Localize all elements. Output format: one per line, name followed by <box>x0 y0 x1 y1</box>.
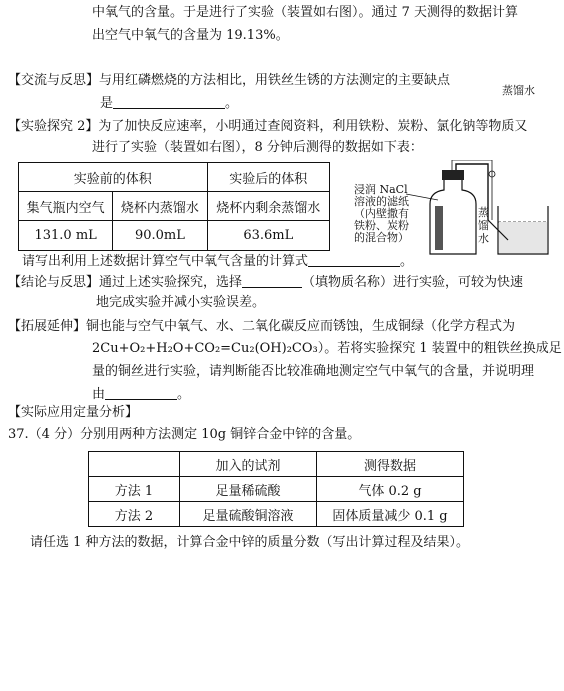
text-line-13-start: 由 <box>92 387 106 402</box>
figure-label-line: 浸润 NaCl <box>354 183 408 196</box>
table1-group-after: 实验后的体积 <box>207 163 329 192</box>
figure-label-line: 溶液的滤纸 <box>354 195 409 208</box>
table2-header <box>89 452 180 477</box>
text-line-3: 【交流与反思】与用红磷燃烧的方法相比，用铁丝生锈的方法测定的主要缺点 <box>8 73 451 88</box>
table2-cell: 足量硫酸铜溶液 <box>180 502 317 527</box>
table2-cell: 足量稀硫酸 <box>180 477 317 502</box>
text-line-4 <box>100 94 238 113</box>
table1-cell: 90.0mL <box>113 221 207 251</box>
text-line-2: 出空气中氧气的含量为 19.13%。 <box>92 28 289 43</box>
apparatus-figure <box>352 160 552 260</box>
text-line-7 <box>22 252 413 271</box>
figure-label-line: （内壁撒有 <box>354 207 409 220</box>
table1-cell: 63.6mL <box>207 221 329 251</box>
text-line-16: 请任选 1 种方法的数据，计算合金中锌的质量分数（写出计算过程及结果）。 <box>30 535 470 550</box>
figure-label-line: 铁粉、炭粉 <box>354 219 409 232</box>
text-line-8 <box>8 273 523 292</box>
text-line-12: 量的铜丝进行实验，请判断能否比较准确地测定空气中氧气的含量，并说明理 <box>92 364 535 379</box>
answer-blank-4[interactable] <box>105 385 177 400</box>
top-figure-label: 蒸馏水 <box>502 84 535 97</box>
text-line-6: 进行了实验（装置如右图），8 分钟后测得的数据如下表： <box>92 140 423 155</box>
table2-cell: 方法 2 <box>89 502 180 527</box>
text-line-13-end: 。 <box>177 387 191 402</box>
experiment-data-table <box>18 162 330 251</box>
table1-group-before: 实验前的体积 <box>19 163 208 192</box>
figure-label-char: 蒸 <box>478 206 489 219</box>
text-line-15: 37.（4 分）分别用两种方法测定 10g 铜锌合金中锌的含量。 <box>8 427 361 442</box>
text-line-7-start: 请写出利用上述数据计算空气中氧气含量的计算式 <box>22 254 309 269</box>
table1-header: 集气瓶内空气 <box>19 192 113 221</box>
figure-label-char: 馏 <box>478 219 489 232</box>
text-line-7-end: 。 <box>400 254 414 269</box>
figure-label-char: 水 <box>478 232 489 245</box>
text-line-13 <box>92 385 190 404</box>
text-line-8-start: 【结论与反思】通过上述实验探究，选择 <box>8 275 243 290</box>
apparatus-drawing <box>352 160 552 260</box>
text-line-14: 【实际应用定量分析】 <box>8 405 139 420</box>
answer-blank-2[interactable] <box>308 252 400 267</box>
table1-header: 烧杯内蒸馏水 <box>113 192 207 221</box>
text-line-5: 【实验探究 2】为了加快反应速率，小明通过查阅资料，利用铁粉、炭粉、氯化钠等物质又 <box>8 119 528 134</box>
answer-blank-3[interactable] <box>242 273 302 288</box>
text-line-9: 地完成实验并减小实验误差。 <box>96 295 266 310</box>
table2-cell: 方法 1 <box>89 477 180 502</box>
table2-header: 测得数据 <box>317 452 464 477</box>
figure-label-line: 的混合物） <box>354 231 409 244</box>
table1-header: 烧杯内剩余蒸馏水 <box>207 192 329 221</box>
figure-label-right <box>478 206 489 245</box>
text-line-10: 【拓展延伸】铜也能与空气中氧气、水、二氧化碳反应而锈蚀，生成铜绿（化学方程式为 <box>8 319 516 334</box>
text-line-8-end: （填物质名称）进行实验，可较为快速 <box>302 275 524 290</box>
text-line-4-end: 。 <box>225 96 239 111</box>
method-table <box>88 451 464 527</box>
text-line-1: 中氧气的含量。于是进行了实验（装置如右图）。通过 7 天测得的数据计算 <box>92 5 519 20</box>
table1-cell: 131.0 mL <box>19 221 113 251</box>
answer-blank-1[interactable] <box>113 94 225 109</box>
table2-cell: 固体质量减少 0.1 g <box>317 502 464 527</box>
text-line-4-start: 是 <box>100 96 114 111</box>
table2-cell: 气体 0.2 g <box>317 477 464 502</box>
text-line-11: 2Cu+O₂+H₂O+CO₂=Cu₂(OH)₂CO₃）。若将实验探究 1 装置中的粗铁丝换成足 <box>92 341 562 356</box>
table2-header: 加入的试剂 <box>180 452 317 477</box>
